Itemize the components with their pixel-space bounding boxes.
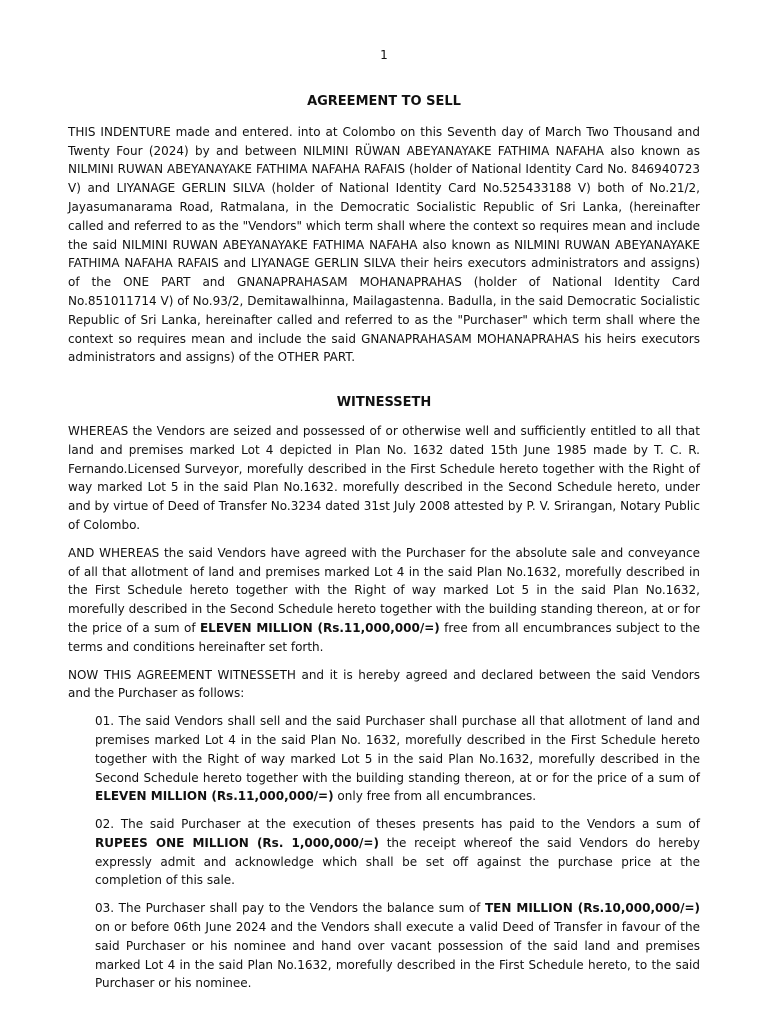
and-whereas-text-after: free from all encumbrances subject to the terms and conditions hereinafter set forth.	[68, 620, 700, 654]
clause-01-text-after: only free from all encumbrances.	[333, 789, 537, 804]
clause-02-text-after: the receipt whereof the said Vendors do hereby expressly admit and acknowledge which shall be set off against the purchase price at the completion of this sale.	[95, 835, 701, 888]
clause-03-text-after: on or before 06th June 2024 and the Vendors shall execute a valid Deed of Transfer in favour of the said Purchaser or his nominee and hand over vacant possession of the said land and premises marked Lot 4 in the said Plan No.1632, morefully described in the First Schedule hereto, to the said Purchaser or his nominee.	[95, 920, 700, 991]
clause-03-amount: TEN MILLION (Rs.10,000,000/=)	[485, 901, 700, 916]
clause-03-text-before: 03. The Purchaser shall pay to the Vendors the balance sum of	[95, 901, 485, 916]
document-body	[68, 93, 700, 1002]
clause-02-text-before: 02. The said Purchaser at the execution of theses presents has paid to the Vendors a sum of	[95, 817, 700, 832]
page-number: 1	[380, 48, 388, 62]
whereas-paragraph: WHEREAS the Vendors are seized and possessed of or otherwise well and sufficiently entitled to all that land and premises marked Lot 4 depicted in Plan No. 1632 dated 15th June 1985 made by T. C. R. Fernando.Licensed Surveyor, morefully described in the First Schedule hereto together with the Right of way marked Lot 5 in the said Plan No.1632. morefully described in the Second Schedule hereto, under and by virtue of Deed of Transfer No.3234 dated 31st July 2008 attested by P. V. Srirangan, Notary Public of Colombo.	[68, 423, 700, 532]
and-whereas-paragraph	[68, 544, 700, 657]
and-whereas-text-before: AND WHEREAS the said Vendors have agreed with the Purchaser for the absolute sale and conveyance of all that allotment of land and premises marked Lot 4 in the said Plan No.1632, morefully described in the First Schedule hereto together with the Right of way marked Lot 5 in the said Plan No.1632, morefully described in the Second Schedule hereto together with the building standing thereon, at or for the price of a sum of	[68, 545, 700, 635]
clause-01-text-before: 01. The said Vendors shall sell and the said Purchaser shall purchase all that allotment of land and premises marked Lot 4 in the said Plan No. 1632, morefully described in the First Schedule hereto together with the Right of way marked Lot 5 in the said Plan No.1632, morefully described in the Second Schedule hereto together with the building standing thereon, at or for the price of a sum of	[95, 714, 700, 785]
clause-01-price: ELEVEN MILLION (Rs.11,000,000/=)	[95, 789, 334, 804]
witnesseth-heading: WITNESSETH	[336, 395, 432, 411]
now-this-agreement-paragraph: NOW THIS AGREEMENT WITNESSETH and it is hereby agreed and declared between the said Vendors and the Purchaser as follows:	[68, 667, 700, 701]
clause-03	[95, 899, 700, 993]
document-title: AGREEMENT TO SELL	[307, 94, 461, 109]
intro-paragraph: THIS INDENTURE made and entered. into at Colombo on this Seventh day of March Two Thousand and Twenty Four (2024) by and between NILMINI RÜWAN ABEYANAYAKE FATHIMA NAFAHA also known as NILMINI RUWAN ABEYANAYAKE FATHIMA NAFAHA RAFAIS (holder of National Identity Card No. 846940723 V) and LIYANAGE GERLIN SILVA (holder of National Identity Card No.525433188 V) both of No.21/2, Jayasumanarama Road, Ratmalana, in the Democratic Socialistic Republic of Sri Lanka, (hereinafter called and referred to as the "Vendors" which term shall where the context so requires mean and include the said NILMINI RUWAN ABEYANAYAKE FATHIMA NAFAHA also known as NILMINI RUWAN ABEYANAYAKE FATHIMA NAFAHA RAFAIS and LIYANAGE GERLIN SILVA their heirs executors administrators and assigns) of the ONE PART and GNANAPRAHASAM MOHANAPRAHAS (holder of National Identity Card No.851011714 V) of No.93/2, Demitawalhinna, Mailagastenna. Badulla, in the said Democratic Socialistic Republic of Sri Lanka, hereinafter called and referred to as the "Purchaser" which term shall where the context so requires mean and include the said GNANAPRAHASAM MOHANAPRAHAS his heirs executors administrators and assigns) of the OTHER PART.	[68, 124, 700, 365]
clause-02-amount: RUPEES ONE MILLION (Rs. 1,000,000/=)	[95, 835, 379, 850]
clause-01	[95, 712, 700, 806]
and-whereas-price: ELEVEN MILLION (Rs.11,000,000/=)	[199, 620, 440, 635]
clause-02	[95, 815, 700, 890]
